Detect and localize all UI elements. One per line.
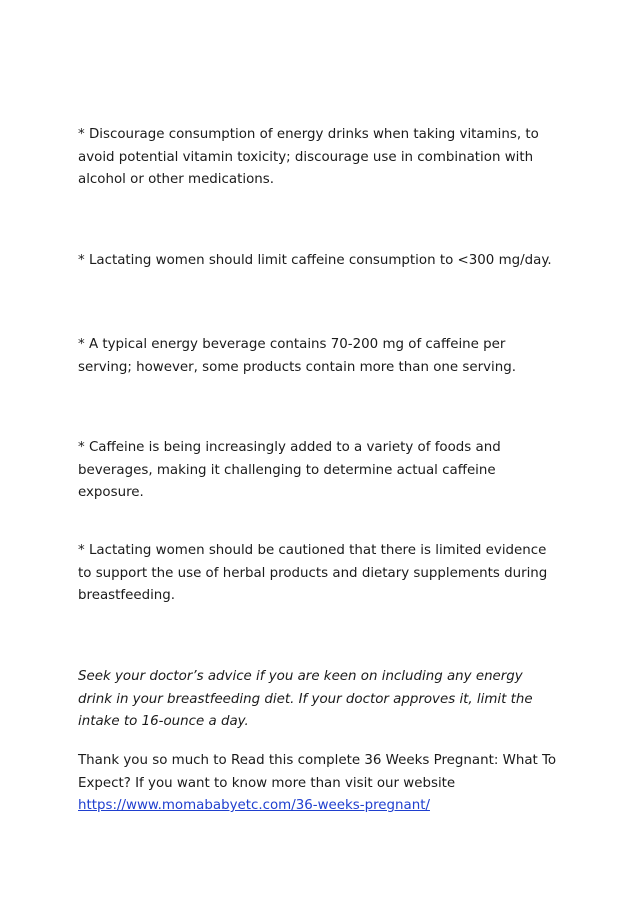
bullet-caffeine-limit: * Lactating women should limit caffeine consumption to <300 mg/day. [78,253,552,268]
website-link[interactable]: https://www.momababyetc.com/36-weeks-pregnant/ [78,798,430,814]
bullet-energy-beverage-caffeine: * A typical energy beverage contains 70-200 mg of caffeine per serving; however, some products contain more than one serving. [78,337,516,375]
bullet-caffeine-foods: * Caffeine is being increasingly added to a variety of foods and beverages, making it challenging to determine actual caffeine exposure. [78,440,501,501]
closing-paragraph [78,750,558,818]
closing-text: Thank you so much to Read this complete 36 Weeks Pregnant: What To Expect? If you want to know more than visit our website [78,753,557,791]
doctor-advice-paragraph: Seek your doctor’s advice if you are keen on including any energy drink in your breastfeeding diet. If your doctor approves it, limit the intake to 16-ounce a day. [78,669,533,730]
bullet-herbal-products: * Lactating women should be cautioned that there is limited evidence to support the use of herbal products and dietary supplements during breastfeeding. [78,543,548,604]
bullet-energy-drinks-vitamins: * Discourage consumption of energy drinks when taking vitamins, to avoid potential vitamin toxicity; discourage use in combination with alcohol or other medications. [78,127,539,188]
